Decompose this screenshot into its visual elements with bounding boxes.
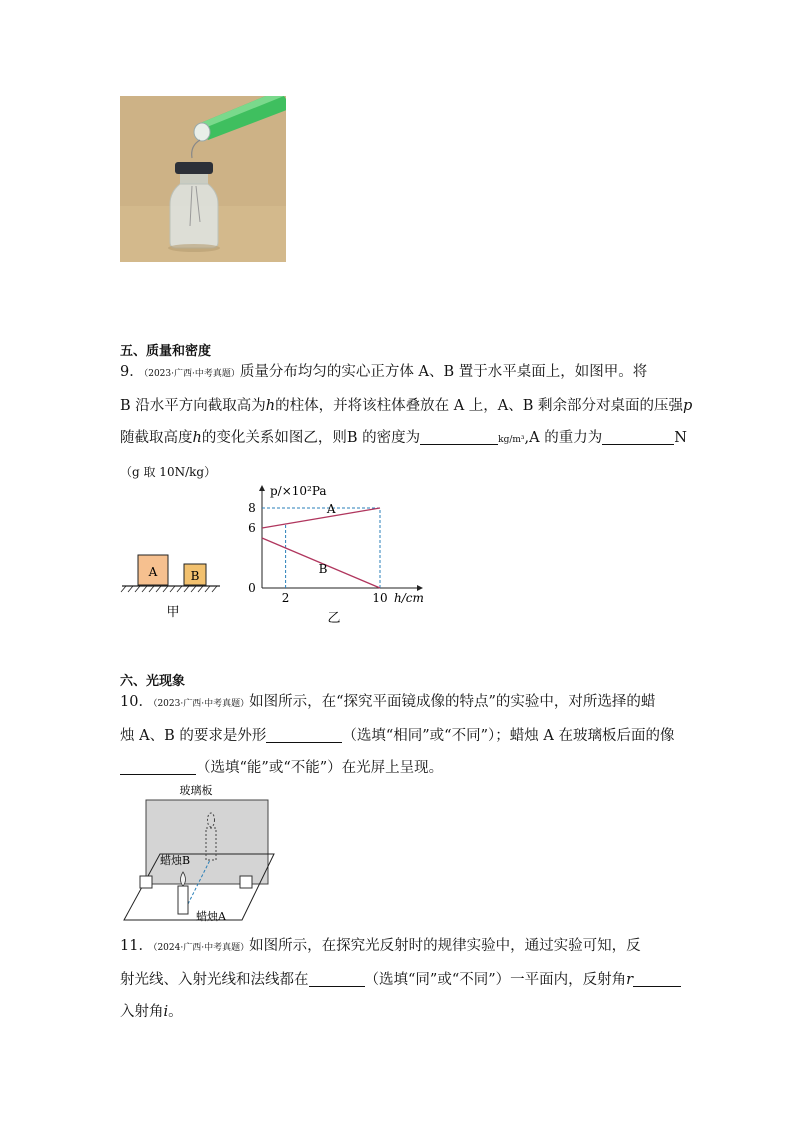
figure-mirror-candles xyxy=(120,780,280,932)
support-right xyxy=(240,876,252,888)
q11-text-2b: （选填“同”或“不同”）一平面内，反射角 xyxy=(364,972,627,988)
cube-a-label: A xyxy=(148,565,158,579)
q9-text-3b: 的变化关系如图乙，则B 的密度为 xyxy=(201,430,421,446)
q9-text-2a: B 沿水平方向截取高为 xyxy=(120,398,266,414)
bottle-with-tube-photo xyxy=(120,96,286,262)
glass-label: 玻璃板 xyxy=(179,784,213,797)
q11-text-3a: 入射角 xyxy=(120,1004,164,1020)
y-tick-label: 8 xyxy=(248,501,256,515)
q11-line2 xyxy=(120,964,680,996)
q11-var-r: r xyxy=(626,972,634,988)
y-tick-label: 0 xyxy=(248,581,256,595)
q10-text-3b: （选填“能”或“不能”）在光屏上呈现。 xyxy=(196,760,444,776)
q9-unit: kg/m³ xyxy=(498,435,525,445)
series-line-A xyxy=(262,508,380,528)
q10-blank-screen[interactable] xyxy=(120,757,196,775)
figure-jia xyxy=(120,540,230,634)
q9-text-2b: 的柱体，并将该柱体叠放在 A 上，A、B 剩余部分对桌面的压强 xyxy=(275,398,684,414)
section-title-mass-density: 五、质量和密度 xyxy=(120,344,212,359)
glass-plate xyxy=(146,800,268,884)
x-tick-label: 2 xyxy=(281,591,290,605)
candle-b-label: 蜡烛B xyxy=(160,854,191,867)
q11-source: （2024·广西·中考真题） xyxy=(152,943,250,953)
q11-text-3end: 。 xyxy=(168,1004,183,1020)
question-11 xyxy=(120,930,680,1028)
q11-text-1: 如图所示，在探究光反射时的规律实验中，通过实验可知，反 xyxy=(249,938,641,954)
table-hatching xyxy=(121,586,217,592)
experiment-photo xyxy=(120,96,286,262)
y-tick-label: 6 xyxy=(248,521,256,535)
figure-yi-caption: 乙 xyxy=(327,611,341,626)
q9-number: 9． xyxy=(120,364,144,380)
series-label-B: B xyxy=(318,562,328,576)
q9-blank-weight[interactable] xyxy=(602,427,674,445)
q9-var-p: p xyxy=(683,398,693,414)
q9-source: （2023·广西·中考真题） xyxy=(143,369,240,379)
q9-line3 xyxy=(120,422,687,456)
q9-line2 xyxy=(120,390,693,422)
pressure-height-chart xyxy=(240,478,440,628)
q10-text-2a: 烛 A、B 的要求是外形 xyxy=(120,728,267,744)
q11-var-i: i xyxy=(163,1004,169,1020)
q9-text-3a: 随截取高度 xyxy=(120,430,193,446)
q10-text-1: 如图所示，在“探究平面镜成像的特点”的实验中，对所选择的蜡 xyxy=(249,694,656,710)
question-9 xyxy=(120,356,693,488)
figure-jia-caption: 甲 xyxy=(166,605,180,620)
q9-var-h: h xyxy=(265,398,276,414)
q9-text-3c: ,A 的重力为 xyxy=(524,430,603,446)
y-axis-label: p/×10²Pa xyxy=(270,484,327,498)
q10-number: 10． xyxy=(120,694,153,710)
q9-line1 xyxy=(120,356,680,390)
q11-blank-angle[interactable] xyxy=(633,969,681,987)
question-10 xyxy=(120,686,680,784)
candle-a-label: 蜡烛A xyxy=(196,910,226,923)
q9-text-4: （g 取 10N/kg） xyxy=(120,465,217,479)
support-left xyxy=(140,876,152,888)
q9-blank-density[interactable] xyxy=(420,427,498,445)
x-axis-label: h/cm xyxy=(394,591,424,605)
q11-number: 11． xyxy=(120,938,153,954)
q9-unit-n: N xyxy=(674,430,687,446)
q11-line3 xyxy=(120,996,680,1028)
q10-source: （2023·广西·中考真题） xyxy=(152,699,250,709)
q10-blank-shape[interactable] xyxy=(266,725,342,743)
q11-line1 xyxy=(120,930,680,964)
cube-b-label: B xyxy=(190,569,200,583)
x-tick-label: 10 xyxy=(372,591,388,605)
series-label-A: A xyxy=(326,502,336,516)
section-title-optics: 六、光现象 xyxy=(120,674,186,689)
q11-text-2a: 射光线、入射光线和法线都在 xyxy=(120,972,309,988)
q10-line1 xyxy=(120,686,680,720)
q9-text-1: 质量分布均匀的实心正方体 A、B 置于水平桌面上，如图甲。将 xyxy=(239,364,648,380)
figure-yi-chart xyxy=(240,478,440,632)
q10-text-2b: （选填“相同”或“不同”）；蜡烛 A 在玻璃板后面的像 xyxy=(342,728,675,744)
q9-var-h2: h xyxy=(192,430,202,446)
q11-blank-plane[interactable] xyxy=(309,969,365,987)
candle-a xyxy=(178,886,188,914)
q10-line2 xyxy=(120,720,680,752)
